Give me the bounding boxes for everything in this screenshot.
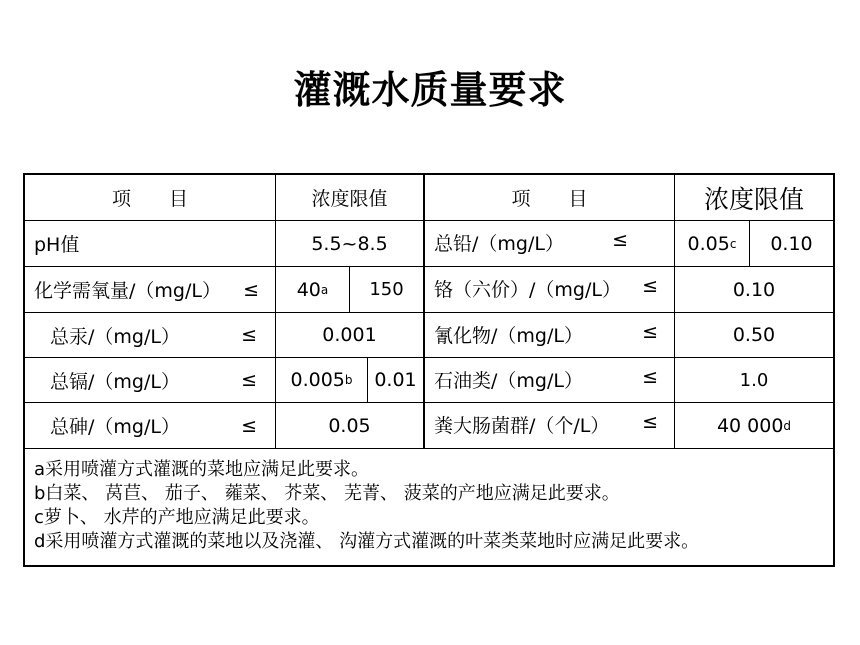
left-row-5-name: 总砷/（mg/L） <box>50 416 180 438</box>
header-item-left: 项 目 <box>111 188 188 210</box>
left-row-2-value-a: 40 <box>296 278 321 301</box>
le-symbol: ≤ <box>241 369 257 391</box>
header-item-right: 项 目 <box>511 188 588 210</box>
le-symbol: ≤ <box>642 366 658 388</box>
right-row-5-value: 40 000 <box>716 414 784 437</box>
le-symbol: ≤ <box>243 278 259 301</box>
right-row-2-name-cell <box>425 267 674 312</box>
left-row-4-name-cell <box>25 358 275 402</box>
right-row-4-name-cell <box>425 358 674 402</box>
footnote-d: d采用喷灌方式灌溉的菜地以及浇灌、 沟灌方式灌溉的叶菜类菜地时应满足此要求。 <box>34 531 700 552</box>
le-symbol: ≤ <box>241 324 257 346</box>
right-row-5-name: 粪大肠菌群/（个/L） <box>434 415 610 437</box>
left-row-2-name: 化学需氧量/（mg/L） <box>34 280 221 302</box>
right-row-4-name: 石油类/（mg/L） <box>434 370 583 392</box>
le-symbol: ≤ <box>241 414 257 437</box>
left-row-1-name: pH值 <box>34 234 80 256</box>
left-row-4-name: 总镉/（mg/L） <box>50 370 180 393</box>
footnote-marker: d <box>783 418 792 433</box>
left-row-4-value-b: 0.01 <box>374 369 417 391</box>
left-row-3-name-cell <box>25 313 275 357</box>
right-row-2-name: 铬（六价）/（mg/L） <box>434 279 621 301</box>
right-row-4-value: 1.0 <box>739 369 769 391</box>
footnote-c: c萝卜、 水芹的产地应满足此要求。 <box>34 507 320 528</box>
left-row-2-name-cell <box>25 267 275 312</box>
right-row-1-name-cell <box>425 221 674 266</box>
le-symbol: ≤ <box>642 411 658 433</box>
right-row-5-value-cell <box>675 403 833 448</box>
right-row-1-value-a-cell <box>675 221 749 266</box>
le-symbol: ≤ <box>612 229 628 251</box>
left-row-2-value-a-cell <box>276 267 349 312</box>
footnote-marker: b <box>344 373 353 387</box>
right-row-1-value-b: 0.10 <box>770 232 813 255</box>
water-quality-table <box>23 173 835 567</box>
footnote-a: a采用喷灌方式灌溉的菜地应满足此要求。 <box>34 459 370 480</box>
left-row-3-value: 0.001 <box>322 324 377 346</box>
left-row-2-value-b: 150 <box>369 279 404 300</box>
left-row-1-value: 5.5~8.5 <box>311 232 388 255</box>
footnotes <box>34 458 824 554</box>
right-row-5-name-cell <box>425 403 674 448</box>
header-limit-left: 浓度限值 <box>311 188 388 210</box>
page-title: 灌溉水质量要求 <box>293 68 567 112</box>
left-row-5-name-cell <box>25 403 275 448</box>
footnote-marker: a <box>320 282 329 297</box>
footnote-marker: c <box>729 236 737 251</box>
right-row-2-value: 0.10 <box>732 278 776 301</box>
right-row-1-name: 总铅/（mg/L） <box>434 233 564 255</box>
left-row-3-name: 总汞/（mg/L） <box>50 325 180 348</box>
left-row-4-value-a: 0.005 <box>290 369 345 391</box>
left-row-5-value: 0.05 <box>328 414 371 437</box>
left-row-4-value-a-cell <box>276 358 367 402</box>
right-row-3-name-cell <box>425 313 674 357</box>
right-row-3-value: 0.50 <box>732 324 776 346</box>
right-row-1-value-a: 0.05 <box>687 232 730 255</box>
row-divider <box>25 448 833 449</box>
right-row-3-name: 氰化物/（mg/L） <box>434 325 583 347</box>
le-symbol: ≤ <box>642 321 658 343</box>
le-symbol: ≤ <box>642 275 658 297</box>
footnote-b: b白菜、 莴苣、 茄子、 蕹菜、 芥菜、 芜菁、 菠菜的产地应满足此要求。 <box>34 483 620 504</box>
header-limit-right: 浓度限值 <box>703 184 804 214</box>
